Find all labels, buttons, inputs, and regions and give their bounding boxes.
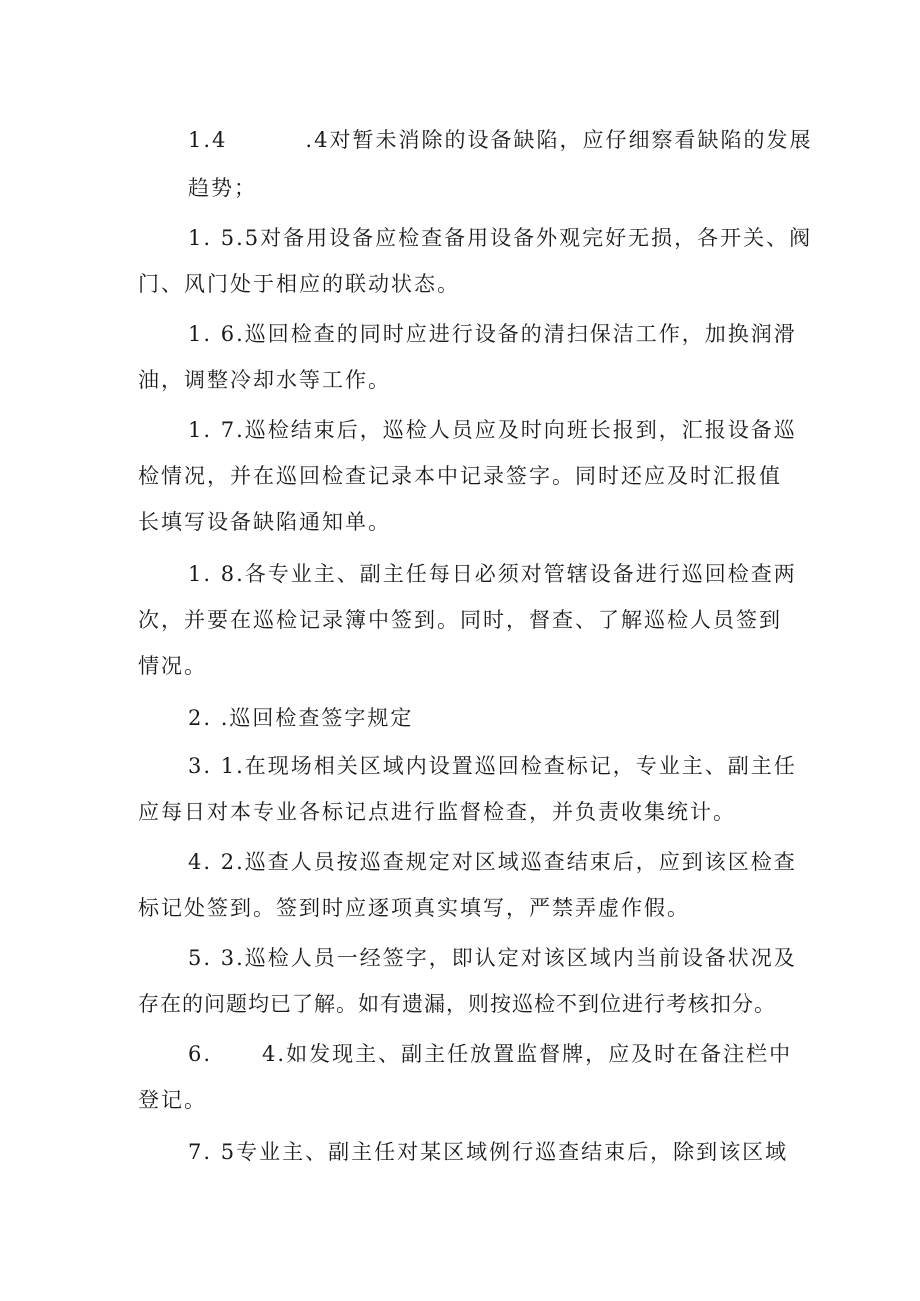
section-heading-2 bbox=[188, 704, 413, 732]
paragraph-number: .4 bbox=[305, 128, 330, 152]
paragraph-5-line-2: 存在的问题均已了解。如有遗漏，则按巡检不到位进行考核扣分。 bbox=[138, 992, 776, 1016]
paragraph-6-line-1 bbox=[188, 1040, 792, 1068]
paragraph-1-8-line-2: 次，并要在巡检记录簿中签到。同时，督查、了解巡检人员签到 bbox=[138, 608, 782, 632]
paragraph-1-6-line-1 bbox=[188, 320, 797, 348]
paragraph-number: 1. 5.5 bbox=[188, 226, 261, 250]
paragraph-1-4-line-1 bbox=[188, 126, 812, 154]
paragraph-3-line-1 bbox=[188, 752, 797, 780]
paragraph-3-line-2: 应每日对本专业各标记点进行监督检查，并负责收集统计。 bbox=[138, 800, 736, 824]
paragraph-text: 对备用设备应检查备用设备外观完好无损，各开关、阀 bbox=[260, 226, 813, 250]
paragraph-number: 1. 6. bbox=[188, 322, 245, 346]
paragraph-1-8-line-3: 情况。 bbox=[138, 654, 207, 678]
paragraph-text: 专业主、副主任对某区域例行巡查结束后，除到该区域 bbox=[236, 1140, 789, 1164]
paragraph-number: 3. 1. bbox=[188, 754, 245, 778]
paragraph-number: 4. bbox=[262, 1042, 287, 1066]
paragraph-number: 5. 3. bbox=[188, 946, 245, 970]
paragraph-text: 各专业主、副主任每日必须对管辖设备进行巡回检查两 bbox=[244, 562, 797, 586]
paragraph-number: 4. 2. bbox=[188, 850, 245, 874]
paragraph-number: 6. bbox=[188, 1042, 213, 1066]
paragraph-number: 7. 5 bbox=[188, 1140, 237, 1164]
paragraph-1-4-line-2: 趋势； bbox=[188, 176, 257, 200]
paragraph-1-7-line-2: 检情况，并在巡回检查记录本中记录签字。同时还应及时汇报值 bbox=[138, 464, 782, 488]
paragraph-4-line-2: 标记处签到。签到时应逐项真实填写，严禁弄虚作假。 bbox=[138, 896, 690, 920]
paragraph-text: 对暂未消除的设备缺陷，应仔细察看缺陷的发展 bbox=[329, 128, 813, 152]
section-heading-text: 巡回检查签字规定 bbox=[229, 706, 414, 730]
paragraph-number: 1. 8. bbox=[188, 562, 245, 586]
paragraph-7-line-1 bbox=[188, 1138, 788, 1166]
paragraph-4-line-1 bbox=[188, 848, 797, 876]
paragraph-number: 1.4 bbox=[188, 128, 228, 152]
paragraph-1-7-line-3: 长填写设备缺陷通知单。 bbox=[138, 510, 391, 534]
paragraph-6-line-2: 登记。 bbox=[138, 1088, 207, 1112]
paragraph-5-line-1 bbox=[188, 944, 797, 972]
paragraph-number: 2. . bbox=[188, 706, 230, 730]
paragraph-text: 巡检人员一经签字，即认定对该区域内当前设备状况及 bbox=[244, 946, 797, 970]
paragraph-1-6-line-2: 油，调整冷却水等工作。 bbox=[138, 368, 391, 392]
paragraph-text: 巡查人员按巡查规定对区域巡查结束后，应到该区检查 bbox=[244, 850, 797, 874]
paragraph-number: 1. 7. bbox=[188, 418, 245, 442]
paragraph-text: 巡回检查的同时应进行设备的清扫保洁工作，加换润滑 bbox=[244, 322, 797, 346]
paragraph-text: 如发现主、副主任放置监督牌，应及时在备注栏中 bbox=[286, 1042, 793, 1066]
paragraph-1-8-line-1 bbox=[188, 560, 797, 588]
paragraph-1-7-line-1 bbox=[188, 416, 797, 444]
paragraph-text: 巡检结束后，巡检人员应及时向班长报到，汇报设备巡 bbox=[244, 418, 797, 442]
paragraph-1-5-line-2: 门、风门处于相应的联动状态。 bbox=[138, 272, 460, 296]
paragraph-1-5-line-1 bbox=[188, 224, 812, 252]
paragraph-text: 在现场相关区域内设置巡回检查标记，专业主、副主任 bbox=[244, 754, 797, 778]
